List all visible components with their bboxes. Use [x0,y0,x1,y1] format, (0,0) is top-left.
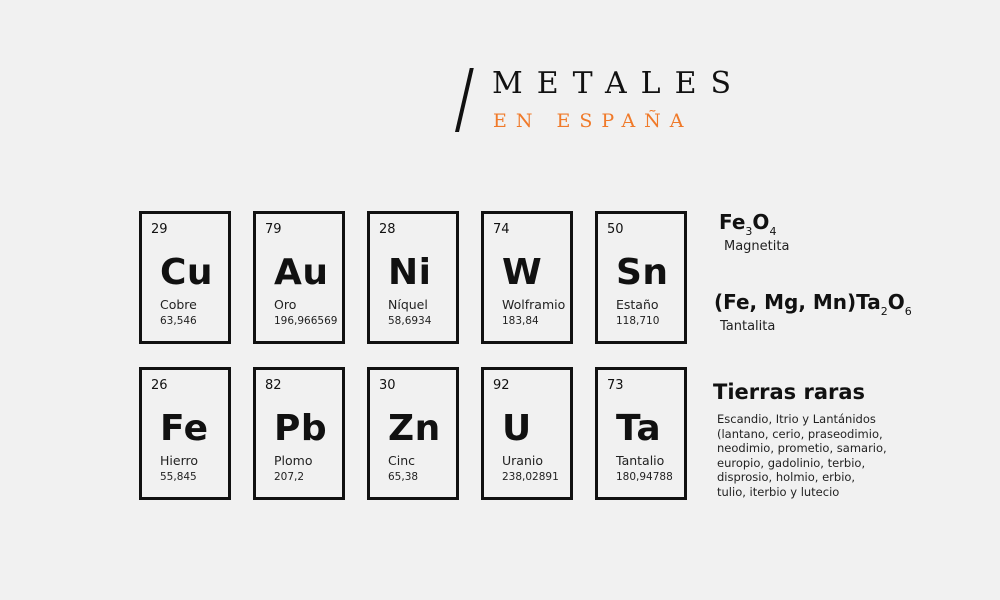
atomic-mass: 65,38 [388,471,419,483]
element-tile-ni [367,211,459,344]
mineral-formula [714,290,912,318]
title-slash [455,68,474,132]
mineral-formula [719,210,777,238]
element-tile-au [253,211,345,344]
element-symbol: Au [274,252,329,293]
formula-part: O [887,290,905,314]
element-grid [139,211,695,507]
atomic-number: 50 [607,222,624,237]
page-subtitle: EN ESPAÑA [493,110,693,132]
atomic-mass: 58,6934 [388,315,432,327]
element-symbol: Sn [616,252,669,293]
atomic-number: 74 [493,222,510,237]
element-name: Uranio [502,453,543,468]
formula-subscript: 2 [880,305,888,318]
element-tile-cu [139,211,231,344]
element-tile-pb [253,367,345,500]
atomic-mass: 55,845 [160,471,197,483]
element-name: Oro [274,297,297,312]
formula-part: O [752,210,770,234]
element-symbol: Fe [160,408,209,449]
element-tile-u [481,367,573,500]
element-symbol: U [502,408,532,449]
element-name: Tantalio [616,453,665,468]
element-name: Wolframio [502,297,566,312]
element-symbol: Cu [160,252,214,293]
element-symbol: Pb [274,408,328,449]
atomic-mass: 196,966569 [274,315,338,327]
element-symbol: Ni [388,252,432,293]
element-name: Cinc [388,453,415,468]
formula-subscript: 4 [769,225,777,238]
element-tile-zn [367,367,459,500]
element-tile-fe [139,367,231,500]
mineral-magnetite [719,210,777,238]
atomic-mass: 180,94788 [616,471,673,483]
mineral-name: Magnetita [724,239,790,254]
mineral-tantalite [714,290,912,318]
rare-earths-description: Escandio, Itrio y Lantánidos (lantano, cerio, praseodimio, neodimio, prometio, samario, europio, gadolinio, terbio, disprosio, holmio, erbio, tulio, iterbio y lutecio [717,412,887,499]
atomic-number: 82 [265,378,282,393]
atomic-mass: 207,2 [274,471,305,483]
formula-part: (Fe, Mg, Mn)Ta [714,290,881,314]
page-title: METALES [492,66,746,101]
element-name: Cobre [160,297,197,312]
atomic-number: 73 [607,378,624,393]
element-name: Hierro [160,453,198,468]
atomic-number: 29 [151,222,168,237]
mineral-name: Tantalita [720,319,776,334]
rare-earths-title: Tierras raras [713,380,866,404]
element-tile-ta [595,367,687,500]
element-symbol: Zn [388,408,441,449]
atomic-number: 92 [493,378,510,393]
atomic-number: 30 [379,378,396,393]
atomic-mass: 183,84 [502,315,539,327]
formula-part: Fe [719,210,746,234]
element-symbol: W [502,252,543,293]
element-tile-w [481,211,573,344]
element-symbol: Ta [616,408,662,449]
element-tile-sn [595,211,687,344]
element-name: Plomo [274,453,313,468]
formula-subscript: 3 [745,225,753,238]
atomic-number: 79 [265,222,282,237]
atomic-mass: 63,546 [160,315,197,327]
formula-subscript: 6 [904,305,912,318]
atomic-number: 28 [379,222,396,237]
element-name: Níquel [388,297,428,312]
element-name: Estaño [616,297,659,312]
atomic-mass: 118,710 [616,315,660,327]
atomic-number: 26 [151,378,168,393]
atomic-mass: 238,02891 [502,471,559,483]
